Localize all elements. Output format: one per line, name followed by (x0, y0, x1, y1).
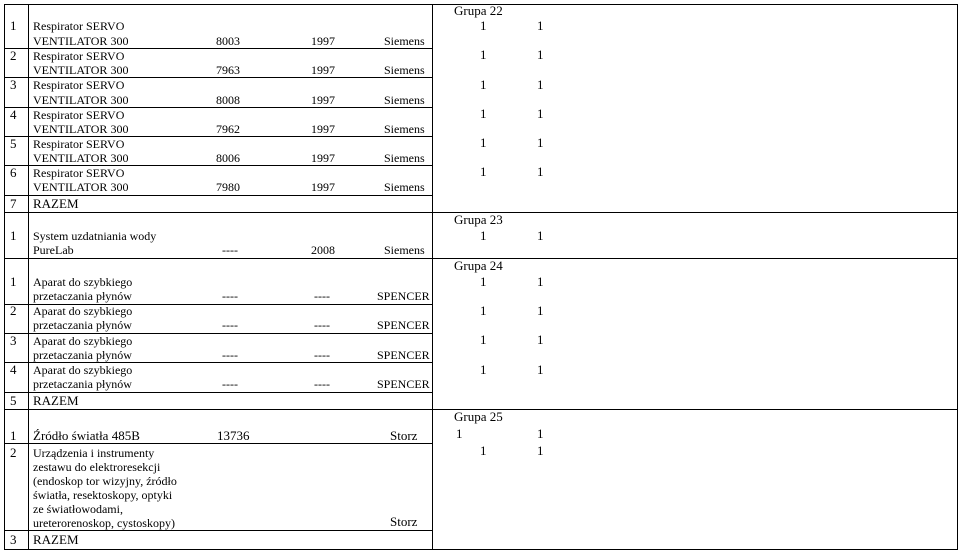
item-name: Respirator SERVO (33, 137, 125, 151)
qty-1: 1 (480, 164, 487, 179)
item-name: Respirator SERVO (33, 19, 125, 33)
year: 2008 (311, 243, 335, 257)
qty-1: 1 (480, 274, 487, 289)
row-number: 1 (10, 18, 17, 33)
row-number: 2 (10, 445, 17, 460)
qty-1: 1 (480, 362, 487, 377)
item-name: Źródło światła 485B (33, 428, 140, 443)
serial-number: ---- (222, 289, 238, 303)
serial-number: ---- (222, 243, 238, 257)
item-name: Respirator SERVO (33, 166, 125, 180)
manufacturer: Siemens (384, 151, 425, 165)
year: ---- (314, 289, 330, 303)
item-name-cont: przetaczania płynów (33, 377, 132, 391)
row-number: 4 (10, 107, 17, 122)
item-name-cont: VENTILATOR 300 (33, 63, 129, 77)
year: 1997 (311, 63, 335, 77)
qty-1: 1 (480, 47, 487, 62)
row-number: 1 (10, 274, 17, 289)
manufacturer: Siemens (384, 243, 425, 257)
serial-number: ---- (222, 318, 238, 332)
item-name: Urządzenia i instrumenty zestawu do elektroresekcji (endoskop tor wizyjny, źródło światła, resektoskopy, optyki ze światłowodami, ureterorenoskop, cystoskopy) (33, 446, 177, 530)
qty-1: 1 (480, 135, 487, 150)
grid-line (4, 530, 432, 531)
qty-2: 1 (537, 228, 544, 243)
item-name: Aparat do szybkiego (33, 304, 133, 318)
qty-2: 1 (537, 18, 544, 33)
grid-line (432, 4, 433, 550)
item-name: System uzdatniania wody (33, 229, 157, 243)
item-name: Aparat do szybkiego (33, 275, 133, 289)
qty-2: 1 (537, 135, 544, 150)
qty-1: 1 (480, 106, 487, 121)
manufacturer: SPENCER (377, 289, 430, 303)
item-name-cont: VENTILATOR 300 (33, 151, 129, 165)
serial-number: 8006 (216, 151, 240, 165)
manufacturer: Siemens (384, 93, 425, 107)
year: ---- (314, 377, 330, 391)
serial-number: 7980 (216, 180, 240, 194)
qty-2: 1 (537, 303, 544, 318)
qty-2: 1 (537, 106, 544, 121)
item-name-cont: przetaczania płynów (33, 289, 132, 303)
row-number: 3 (10, 333, 17, 348)
row-number: 7 (10, 196, 17, 211)
qty-1: 1 (480, 332, 487, 347)
row-number: 3 (10, 532, 17, 547)
qty-2: 1 (537, 426, 544, 441)
group-23-title: Grupa 23 (454, 212, 503, 227)
qty-2: 1 (537, 164, 544, 179)
item-name: Aparat do szybkiego (33, 363, 133, 377)
row-number: 2 (10, 303, 17, 318)
year: ---- (314, 318, 330, 332)
serial-number: 7962 (216, 122, 240, 136)
row-number: 6 (10, 165, 17, 180)
year: 1997 (311, 180, 335, 194)
qty-2: 1 (537, 274, 544, 289)
qty-1: 1 (480, 77, 487, 92)
qty-1: 1 (480, 443, 487, 458)
manufacturer: Siemens (384, 34, 425, 48)
item-name-cont: PureLab (33, 243, 74, 257)
item-name-cont: VENTILATOR 300 (33, 180, 129, 194)
manufacturer: Siemens (384, 63, 425, 77)
item-name-cont: przetaczania płynów (33, 318, 132, 332)
qty-1: 1 (480, 18, 487, 33)
item-name: Aparat do szybkiego (33, 334, 133, 348)
year: 1997 (311, 34, 335, 48)
qty-2: 1 (537, 47, 544, 62)
group-25-title: Grupa 25 (454, 409, 503, 424)
serial-number: 8008 (216, 93, 240, 107)
qty-1: 1 (480, 303, 487, 318)
manufacturer: Storz (390, 428, 418, 443)
qty-1: 1 (456, 426, 463, 441)
row-number: 5 (10, 136, 17, 151)
grid-line (4, 4, 5, 550)
year: 1997 (311, 93, 335, 107)
item-name: Respirator SERVO (33, 108, 125, 122)
qty-2: 1 (537, 77, 544, 92)
serial-number: 13736 (217, 428, 250, 443)
grid-line (28, 4, 29, 550)
row-number: 5 (10, 393, 17, 408)
serial-number: 8003 (216, 34, 240, 48)
manufacturer: Siemens (384, 122, 425, 136)
qty-2: 1 (537, 362, 544, 377)
total-label: RAZEM (33, 532, 79, 547)
year: 1997 (311, 122, 335, 136)
manufacturer: Siemens (384, 180, 425, 194)
serial-number: ---- (222, 348, 238, 362)
qty-2: 1 (537, 443, 544, 458)
item-name: Respirator SERVO (33, 78, 125, 92)
grid-line (4, 443, 432, 444)
qty-1: 1 (480, 228, 487, 243)
item-name-cont: VENTILATOR 300 (33, 122, 129, 136)
item-name: Respirator SERVO (33, 49, 125, 63)
grid-line (957, 4, 958, 550)
manufacturer: SPENCER (377, 318, 430, 332)
item-name-cont: przetaczania płynów (33, 348, 132, 362)
manufacturer: SPENCER (377, 377, 430, 391)
row-number: 2 (10, 48, 17, 63)
total-label: RAZEM (33, 393, 79, 408)
manufacturer: Storz (390, 514, 418, 529)
row-number: 4 (10, 362, 17, 377)
group-24-title: Grupa 24 (454, 258, 503, 273)
row-number: 3 (10, 77, 17, 92)
serial-number: 7963 (216, 63, 240, 77)
item-name-cont: VENTILATOR 300 (33, 93, 129, 107)
year: 1997 (311, 151, 335, 165)
serial-number: ---- (222, 377, 238, 391)
total-label: RAZEM (33, 196, 79, 211)
manufacturer: SPENCER (377, 348, 430, 362)
row-number: 1 (10, 428, 17, 443)
item-name-cont: VENTILATOR 300 (33, 34, 129, 48)
qty-2: 1 (537, 332, 544, 347)
group-22-title: Grupa 22 (454, 3, 503, 18)
row-number: 1 (10, 228, 17, 243)
year: ---- (314, 348, 330, 362)
